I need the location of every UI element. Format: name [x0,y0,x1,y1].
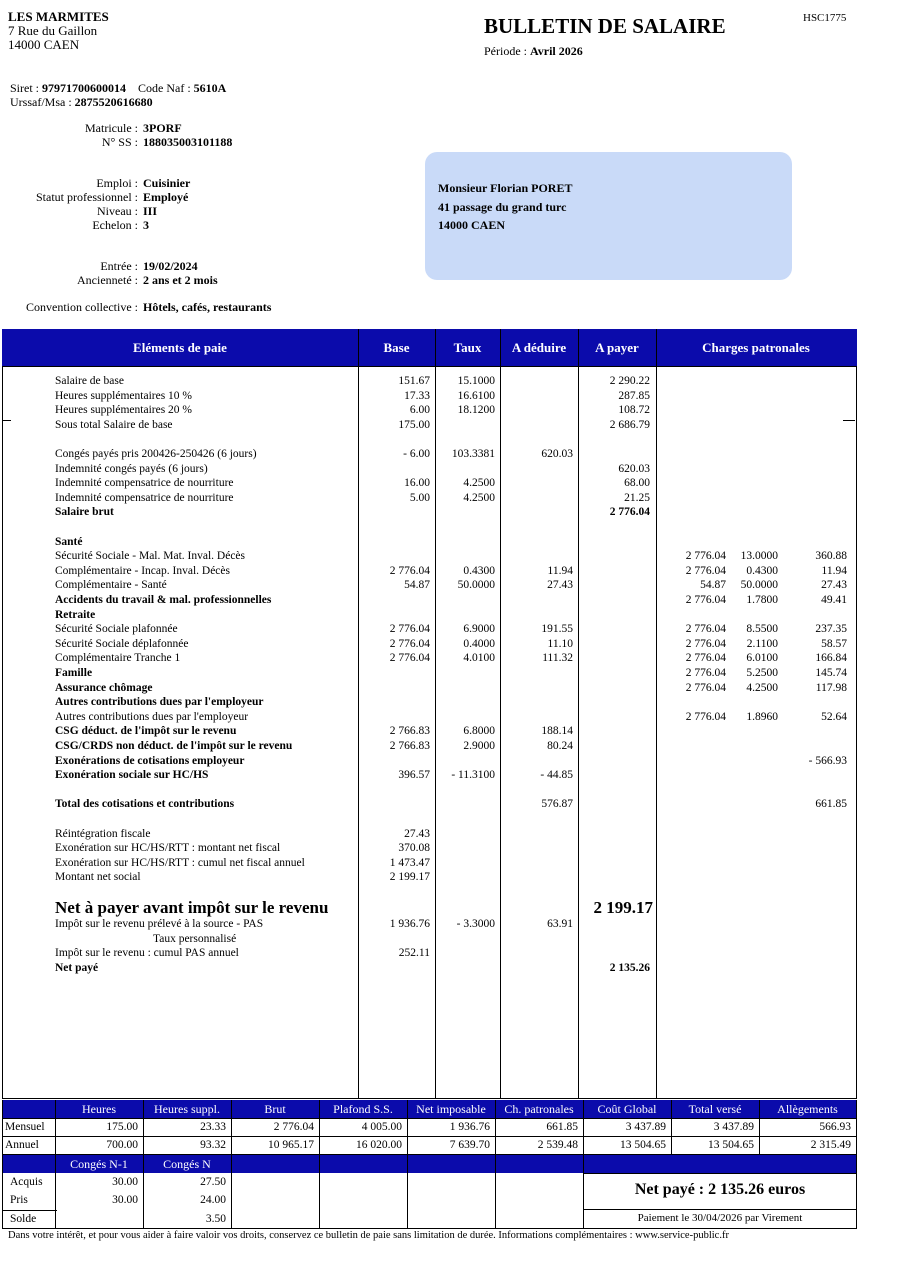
line-base: 2 776.04 [389,564,430,577]
net-paye-final: Net payé : 2 135.26 euros [634,1181,806,1198]
line-ded: 620.03 [541,448,573,460]
line-base: 1 473.47 [389,856,430,869]
line-taux: 6.9000 [463,623,495,636]
summary-header-cell: Brut [231,1100,319,1118]
line-ded: 111.32 [542,652,573,665]
pas-line-base: 252.11 [398,947,430,960]
employee-info-label: Niveau : [97,204,138,218]
summary-cell: 23.33 [200,1121,226,1133]
summary-cell: 3 437.89 [625,1121,666,1133]
employer-name: LES MARMITES [8,9,109,24]
line-pt: 13.0000 [740,550,778,563]
conges-cell: 24.00 [200,1194,226,1206]
line-pay: 2 776.04 [609,506,650,519]
summary-header-cell: Ch. patronales [495,1100,583,1118]
line-pt: 8.5500 [746,623,778,636]
line-pt: 0.4300 [746,564,778,577]
summary-cell: 13 504.65 [620,1139,666,1151]
line-pay: 68.00 [624,477,650,490]
grid-line [231,1155,232,1228]
urssaf-line [10,95,153,109]
line-pm: 58.57 [821,637,847,650]
summary-cell: 4 005.00 [361,1121,402,1133]
summary-header-cell: Heures suppl. [143,1100,231,1118]
grid-line [55,1100,56,1155]
grid-line [55,1155,56,1228]
summary-cell: 700.00 [106,1139,138,1151]
line-pay: 21.25 [624,491,650,504]
line-ded: 191.55 [541,623,573,636]
line-ded: 576.87 [541,798,573,811]
summary-cell: 566.93 [819,1121,851,1133]
line-label: Complémentaire Tranche 1 [55,652,181,665]
line-label: Complémentaire - Santé [55,579,167,592]
employee-info-value: 2 ans et 2 mois [143,273,218,287]
line-pm: 145.74 [815,667,847,679]
summary-cell: 2 315.49 [810,1139,851,1151]
employee-info-label: Convention collective : [26,300,138,314]
pas-line-taux: - 3.3000 [456,918,495,930]
conges-cell: 30.00 [112,1194,138,1206]
employee-info-label: Statut professionnel : [36,190,138,204]
line-label: Indemnité congés payés (6 jours) [55,462,208,475]
header-payer: A payer [595,340,639,355]
line-label: Indemnité compensatrice de nourriture [55,491,234,504]
grid-line [671,1100,672,1155]
employee-info-value: Hôtels, cafés, restaurants [143,300,272,314]
line-label: Assurance chômage [55,681,153,694]
line-label: Exonération sur HC/HS/RTT : cumul net fiscal annuel [55,856,305,869]
summary-cell: 10 965.17 [268,1139,314,1151]
line-base: 16.00 [404,477,430,490]
summary-header-cell: Total versé [671,1100,759,1118]
line-pt: 50.0000 [740,579,778,592]
line-label: Exonération sociale sur HC/HS [55,769,209,782]
line-label: Accidents du travail & mal. professionnelles [55,594,272,606]
summary-cell: 2 539.48 [537,1139,578,1151]
line-pb: 2 776.04 [685,564,726,577]
line-label: Heures supplémentaires 20 % [55,404,193,417]
employee-info-value: 19/02/2024 [143,259,198,273]
summary-cell: 13 504.65 [708,1139,754,1151]
grid-line [2,1154,857,1155]
naf-value: 5610A [193,81,227,95]
line-pm: 237.35 [815,623,847,636]
summary-cell: 3 437.89 [713,1121,754,1133]
line-ded: 27.43 [547,579,573,592]
grid-line [2,1118,857,1119]
line-taux: 15.1000 [457,375,495,387]
line-pt: 5.2500 [746,667,778,679]
grid-line [2,1136,857,1137]
summary-header-cell: Heures [55,1100,143,1118]
line-pm: - 566.93 [808,754,847,767]
employee-info-value: 3 [143,218,149,232]
summary-cell: 93.32 [200,1139,226,1151]
summary-cell: 16 020.00 [356,1139,402,1151]
line-label: Santé [55,535,83,548]
urssaf-label: Urssaf/Msa : [10,95,72,109]
line-base: 2 766.83 [389,725,430,738]
line-label: Famille [55,667,93,679]
line-label: Sous total Salaire de base [55,418,173,431]
grid-line [759,1100,760,1155]
line-pay: 108.72 [618,404,650,417]
grid-line [2,1100,3,1228]
net-avant-impot-label: Net à payer avant impôt sur le revenu [55,898,329,917]
line-pb: 2 776.04 [685,550,726,563]
grid-line [495,1155,496,1228]
line-pay: 287.85 [618,389,650,402]
recipient-street: 41 passage du grand turc [438,200,567,214]
employee-info-label: Echelon : [92,218,138,232]
grid-line [143,1155,144,1228]
summary-row-label: Annuel [5,1139,39,1151]
summary-cell: 661.85 [546,1121,578,1133]
line-ded: 11.10 [547,637,573,650]
line-base: 6.00 [409,404,430,417]
recipient-city: 14000 CAEN [438,218,506,232]
line-pm: 360.88 [815,550,847,563]
line-label: Retraite [55,608,96,621]
line-label: Sécurité Sociale déplafonnée [55,637,189,650]
siret-label: Siret : [10,81,39,95]
period-value: Avril 2026 [530,44,583,58]
line-pb: 2 776.04 [685,652,726,665]
summary-cell: 7 639.70 [449,1139,490,1151]
line-pb: 54.87 [700,579,726,592]
line-pm: 27.43 [821,579,847,592]
line-ded: 80.24 [547,740,573,752]
employee-info-label: Ancienneté : [77,273,138,287]
employee-info-label: Matricule : [85,121,138,135]
line-pt: 1.8960 [746,710,778,723]
line-label: Autres contributions dues par l'employeur [55,696,264,709]
grid-line [2,1210,57,1211]
line-ded: - 44.85 [540,769,573,782]
conges-row-label: Acquis [10,1176,43,1188]
employee-info-value: 188035003101188 [143,135,233,149]
header-charges-patronales: Charges patronales [702,340,810,355]
employer-street: 7 Rue du Gaillon [8,23,98,38]
period-label: Période : [484,44,527,58]
line-base: 370.08 [398,842,430,855]
header-base: Base [383,340,410,355]
line-pm: 661.85 [815,798,847,811]
line-taux: 4.2500 [463,477,495,490]
line-base: 2 199.17 [389,871,430,884]
line-base: 2 776.04 [389,637,430,650]
summary-header-cell: Plafond S.S. [319,1100,407,1118]
line-pt: 2.1100 [746,637,778,650]
line-pb: 2 776.04 [685,623,726,636]
line-label: Total des cotisations et contributions [55,798,235,811]
line-base: 151.67 [398,375,430,387]
line-label: Complémentaire - Incap. Inval. Décès [55,564,230,577]
siret-line [10,81,226,95]
summary-cell: 2 776.04 [273,1121,314,1133]
grid-line [407,1155,408,1228]
line-base: 175.00 [398,418,430,431]
recipient-name: Monsieur Florian PORET [438,181,573,195]
grid-line [583,1209,857,1210]
employee-info-label: Emploi : [96,176,138,190]
pas-line-pay: 2 135.26 [609,961,650,974]
line-taux: 0.4300 [463,564,495,577]
footer-note: Dans votre intérêt, et pour vous aider à faire valoir vos droits, conservez ce bulletin de paie sans limitation de durée. Informations complémentaires : www.service-public.fr [8,1230,729,1241]
line-base: 27.43 [404,827,430,840]
siret-value: 97971700600014 [42,81,126,95]
line-pb: 2 776.04 [685,594,726,606]
line-base: 54.87 [404,579,430,592]
employee-info-value: III [143,204,158,218]
line-pt: 6.0100 [746,652,778,665]
line-label: CSG déduct. de l'impôt sur le revenu [55,725,237,738]
line-pb: 2 776.04 [685,667,726,679]
conges-cell: 27.50 [200,1176,226,1188]
line-label: Exonération sur HC/HS/RTT : montant net fiscal [55,842,281,855]
line-base: - 6.00 [403,448,430,460]
line-ded: 188.14 [541,725,573,738]
line-label: Salaire brut [55,506,114,519]
line-base: 2 776.04 [389,623,430,636]
header-taux: Taux [453,340,482,355]
pas-line-label: Impôt sur le revenu : cumul PAS annuel [55,947,239,960]
line-pm: 166.84 [815,652,847,665]
pas-line-label: Impôt sur le revenu prélevé à la source - PAS [55,918,264,930]
line-pm: 117.98 [815,681,847,694]
grid-line [319,1155,320,1228]
line-pb: 2 776.04 [685,710,726,723]
line-label: Salaire de base [55,375,124,387]
line-pt: 1.7800 [746,594,778,606]
grid-line [495,1100,496,1155]
line-label: Sécurité Sociale plafonnée [55,623,178,636]
grid-line [231,1100,232,1155]
summary-header-cell: Coût Global [583,1100,671,1118]
line-label: Montant net social [55,871,141,884]
conges-header-cell: Congés N-1 [55,1155,143,1173]
header-elements: Eléments de paie [133,340,227,355]
line-pay: 2 290.22 [609,375,650,387]
grid-line [319,1100,320,1155]
pas-line-label: Net payé [55,961,99,974]
conges-cell: 30.00 [112,1176,138,1188]
line-base: 2 776.04 [389,652,430,665]
header-deduire: A déduire [511,340,567,355]
line-label: Congés payés pris 200426-250426 (6 jours) [55,448,257,460]
line-pt: 4.2500 [746,681,778,694]
summary-row-label: Mensuel [5,1121,45,1133]
line-pb: 2 776.04 [685,681,726,694]
summary-header-cell: Allègements [759,1100,856,1118]
line-pm: 11.94 [821,564,847,577]
line-base: 2 766.83 [389,740,430,752]
pas-line-base: 1 936.76 [389,918,430,930]
line-pay: 620.03 [618,462,650,475]
employee-info-value: Cuisinier [143,176,191,190]
employer-city: 14000 CAEN [8,37,80,52]
line-taux: 0.4000 [463,637,495,650]
employee-info-value: 3PORF [143,121,182,135]
line-taux: 103.3381 [451,448,495,460]
line-base: 396.57 [398,769,430,782]
grid-line [583,1100,584,1155]
conges-row-label: Pris [10,1194,28,1206]
summary-header-cell: Net imposable [407,1100,495,1118]
paiement-info: Paiement le 30/04/2026 par Virement [637,1212,803,1224]
line-label: Indemnité compensatrice de nourriture [55,477,234,490]
line-taux: 16.6100 [457,389,495,402]
line-taux: - 11.3100 [451,769,495,782]
page-title: BULLETIN DE SALAIRE [484,14,726,38]
line-base: 5.00 [409,491,430,504]
line-ded: 11.94 [547,564,573,577]
line-base: 17.33 [404,389,430,402]
conges-cell: 3.50 [205,1213,226,1225]
pas-line-label: Taux personnalisé [153,932,237,945]
line-pb: 2 776.04 [685,637,726,650]
line-taux: 18.1200 [457,404,495,417]
conges-row-label: Solde [10,1213,37,1225]
urssaf-value: 2875520616680 [74,95,153,109]
net-avant-impot-value: 2 199.17 [593,898,653,917]
grid-line [143,1100,144,1155]
grid-line [583,1173,857,1174]
grid-line [407,1100,408,1155]
line-taux: 6.8000 [463,725,495,738]
employee-info-label: N° SS : [101,135,138,149]
recipient-address-box [425,152,792,280]
line-pm: 52.64 [821,710,847,723]
line-label: Réintégration fiscale [55,827,151,840]
line-taux: 50.0000 [457,579,495,592]
employee-info-value: Employé [143,190,189,204]
employee-info-label: Entrée : [100,259,138,273]
pas-line-ded: 63.91 [547,918,573,930]
line-label: Heures supplémentaires 10 % [55,389,193,402]
line-taux: 4.2500 [463,491,495,504]
doc-ref: HSC1775 [803,12,847,24]
line-taux: 2.9000 [463,740,495,752]
line-pay: 2 686.79 [609,418,650,431]
period-line [484,44,583,58]
line-label: Sécurité Sociale - Mal. Mat. Inval. Décès [55,550,246,563]
line-label: CSG/CRDS non déduct. de l'impôt sur le revenu [55,740,293,752]
line-taux: 4.0100 [463,652,495,665]
line-label: Autres contributions dues par l'employeur [55,710,249,723]
line-pm: 49.41 [821,594,847,606]
summary-cell: 1 936.76 [449,1121,490,1133]
naf-label: Code Naf : [138,81,191,95]
summary-cell: 175.00 [106,1121,138,1133]
grid-line [856,1100,857,1228]
conges-header-cell: Congés N [143,1155,231,1173]
line-label: Exonérations de cotisations employeur [55,754,245,767]
